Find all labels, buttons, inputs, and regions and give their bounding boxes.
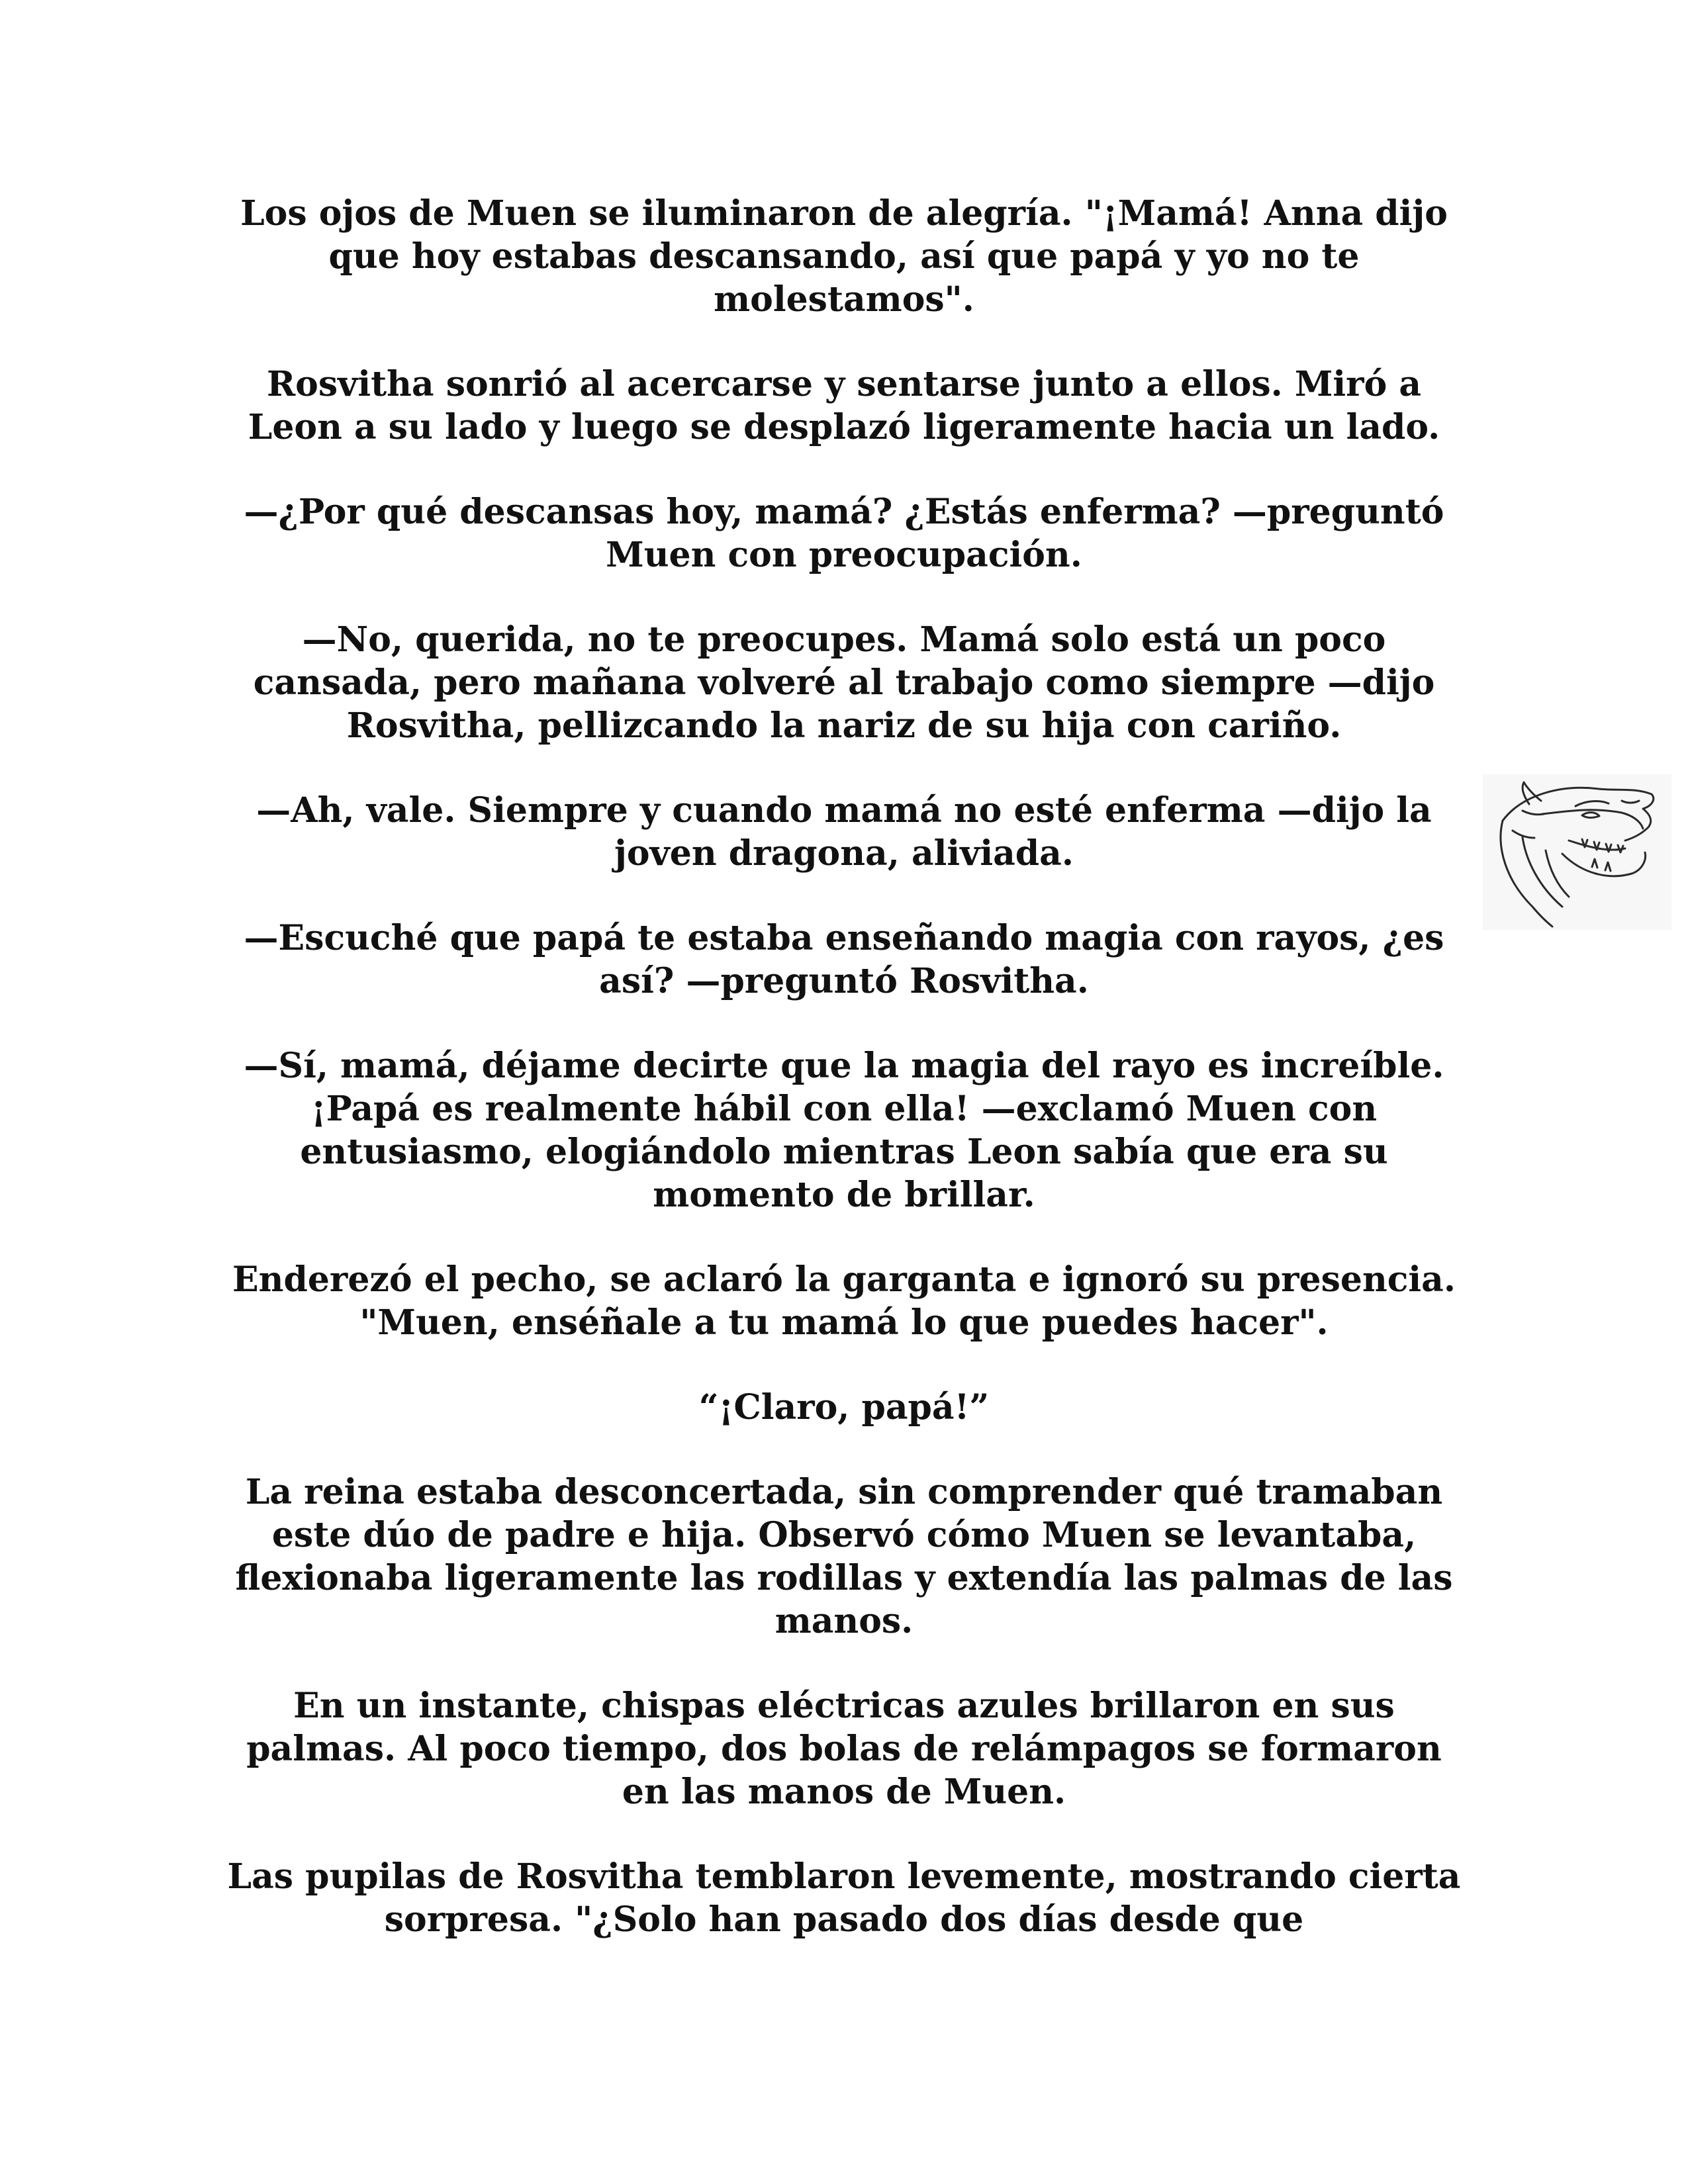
- paragraph-5: —Ah, vale. Siempre y cuando mamá no esté enferma —dijo la joven dragona, aliviada.: [256, 790, 1432, 874]
- paragraph-2: Rosvitha sonrió al acercarse y sentarse junto a ellos. Miró a Leon a su lado y luego se desplazó ligeramente hacia un lado.: [248, 364, 1440, 447]
- story-text: [218, 192, 1470, 1983]
- paragraph-1: Los ojos de Muen se iluminaron de alegría. "¡Mamá! Anna dijo que hoy estabas descansando, así que papá y yo no te molestamos".: [240, 193, 1448, 320]
- paragraph-10: La reina estaba desconcertada, sin comprender qué tramaban este dúo de padre e hija. Observó cómo Muen se levantaba, flexionaba ligeramente las rodillas y extendía las palmas de las manos.: [235, 1472, 1453, 1641]
- paragraph-4: —No, querida, no te preocupes. Mamá solo está un poco cansada, pero mañana volveré al trabajo como siempre —dijo Rosvitha, pellizcando la nariz de su hija con cariño.: [253, 619, 1435, 746]
- paragraph-6: —Escuché que papá te estaba enseñando magia con rayos, ¿es así? —preguntó Rosvitha.: [244, 918, 1444, 1001]
- paragraph-7: —Sí, mamá, déjame decirte que la magia del rayo es increíble. ¡Papá es realmente hábil con ella! —exclamó Muen con entusiasmo, elogiándolo mientras Leon sabía que era su momento de brillar.: [244, 1046, 1444, 1215]
- dragon-head-sketch-icon: [1483, 774, 1671, 930]
- paragraph-9: “¡Claro, papá!”: [698, 1387, 990, 1428]
- dragon-head-sketch-svg: [1483, 774, 1671, 930]
- paragraph-12: Las pupilas de Rosvitha temblaron levemente, mostrando cierta sorpresa. "¿Solo han pasado dos días desde que: [227, 1856, 1461, 1940]
- paragraph-11: En un instante, chispas eléctricas azules brillaron en sus palmas. Al poco tiempo, dos bolas de relámpagos se formaron en las manos de Muen.: [246, 1686, 1442, 1812]
- paragraph-3: —¿Por qué descansas hoy, mamá? ¿Estás enferma? —preguntó Muen con preocupación.: [244, 492, 1444, 575]
- paragraph-8: Enderezó el pecho, se aclaró la garganta e ignoró su presencia. "Muen, enséñale a tu mamá lo que puedes hacer".: [232, 1259, 1456, 1343]
